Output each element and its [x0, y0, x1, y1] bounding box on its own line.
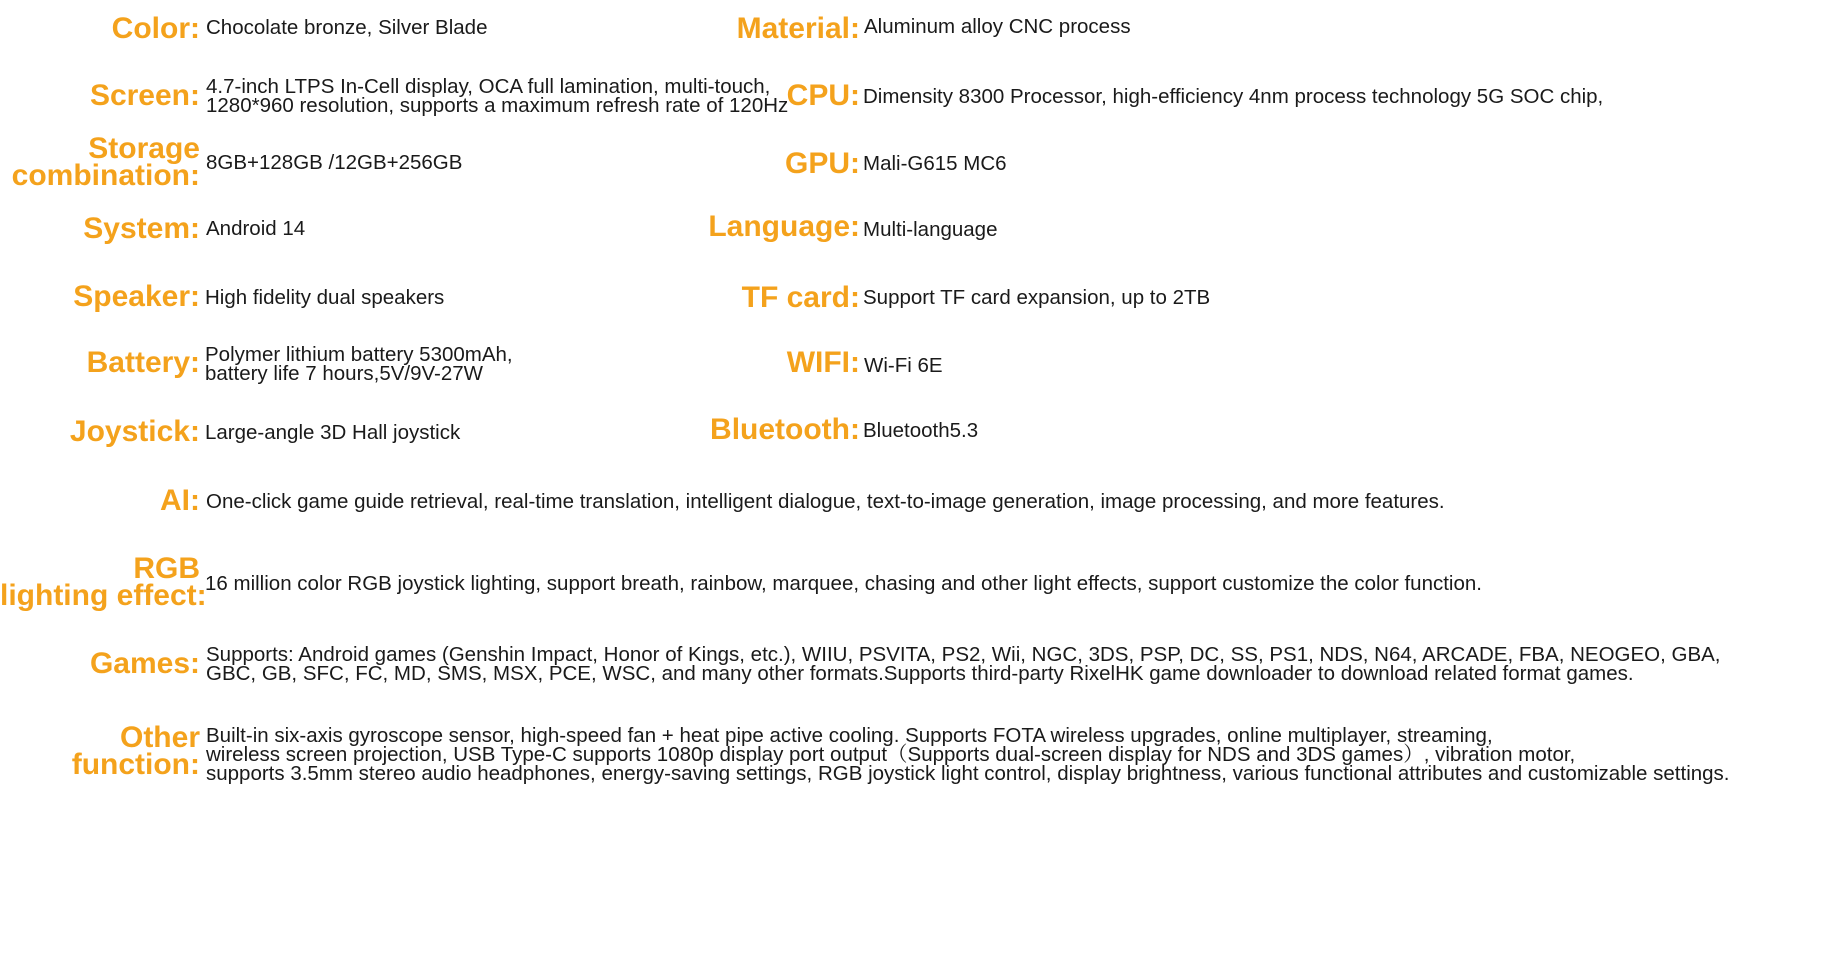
spec-cpu-label: CPU: [786, 79, 860, 112]
spec-other-function-value-line: supports 3.5mm stereo audio headphones, energy-saving settings, RGB joystick light control, display brightness, various functional attributes and customizable settings. [206, 762, 1730, 785]
spec-screen-value-line: 1280*960 resolution, supports a maximum refresh rate of 120Hz [206, 94, 789, 117]
spec-games-label: Games: [89, 647, 200, 680]
spec-cpu-value: Dimensity 8300 Processor, high-efficiency 4nm process technology 5G SOC chip, [863, 85, 1604, 108]
spec-ai-value: One-click game guide retrieval, real-time translation, intelligent dialogue, text-to-image generation, image processing, and more features. [206, 490, 1445, 513]
spec-bluetooth-label: Bluetooth: [710, 413, 860, 446]
spec-speaker-value: High fidelity dual speakers [205, 286, 445, 309]
spec-battery-value-line: Polymer lithium battery 5300mAh, [205, 343, 513, 366]
spec-tf-card-label: TF card: [741, 281, 860, 314]
spec-storage-value: 8GB+128GB /12GB+256GB [206, 151, 463, 174]
spec-color-value: Chocolate bronze, Silver Blade [206, 16, 488, 39]
spec-screen-label: Screen: [89, 79, 200, 112]
spec-storage-label-line: combination: [11, 159, 200, 192]
spec-battery-label: Battery: [86, 346, 200, 379]
spec-screen-value-line: 4.7-inch LTPS In-Cell display, OCA full lamination, multi-touch, [206, 75, 771, 98]
spec-tf-card-value: Support TF card expansion, up to 2TB [863, 286, 1211, 309]
spec-games-value [206, 645, 1721, 683]
spec-color-label: Color: [111, 12, 200, 45]
spec-gpu-label: GPU: [785, 147, 860, 180]
spec-other-function-value-line: wireless screen projection, USB Type-C supports 1080p display port output（Supports dual-screen display for NDS and 3DS games）, vibration motor, [206, 743, 1576, 766]
spec-wifi-value: Wi-Fi 6E [864, 354, 943, 377]
spec-other-function-label [0, 721, 200, 781]
spec-language-label: Language: [708, 210, 860, 243]
spec-other-function-value-line: Built-in six-axis gyroscope sensor, high-speed fan + heat pipe active cooling. Supports FOTA wireless upgrades, online multiplayer, streaming, [206, 724, 1493, 747]
spec-system-value: Android 14 [206, 217, 306, 240]
spec-rgb-value: 16 million color RGB joystick lighting, support breath, rainbow, marquee, chasing and other light effects, support customize the color function. [205, 572, 1482, 595]
spec-rgb-label [0, 552, 207, 612]
spec-storage-label-line: Storage [88, 132, 200, 165]
spec-system-label: System: [83, 212, 200, 245]
spec-games-value-line: GBC, GB, SFC, FC, MD, SMS, MSX, PCE, WSC, and many other formats.Supports third-party RixelHK game downloader to download related format games. [206, 662, 1634, 685]
spec-language-value: Multi-language [863, 218, 998, 241]
spec-gpu-value: Mali-G615 MC6 [863, 152, 1007, 175]
spec-joystick-value: Large-angle 3D Hall joystick [205, 421, 461, 444]
spec-wifi-label: WIFI: [786, 346, 860, 379]
spec-ai-label: AI: [160, 484, 200, 517]
spec-material-label: Material: [736, 12, 860, 45]
spec-other-function-value [206, 726, 1730, 783]
spec-bluetooth-value: Bluetooth5.3 [863, 419, 979, 442]
spec-games-value-line: Supports: Android games (Genshin Impact, Honor of Kings, etc.), WIIU, PSVITA, PS2, Wii, NGC, 3DS, PSP, DC, SS, PS1, NDS, N64, ARCADE, FBA, NEOGEO, GBA, [206, 643, 1721, 666]
spec-speaker-label: Speaker: [73, 280, 200, 313]
spec-battery-value-line: battery life 7 hours,5V/9V-27W [205, 362, 484, 385]
spec-other-function-label-line: Other [119, 721, 200, 754]
spec-joystick-label: Joystick: [69, 415, 200, 448]
spec-material-value: Aluminum alloy CNC process [864, 15, 1131, 38]
spec-rgb-label-line: lighting effect: [0, 579, 207, 612]
spec-rgb-label-line: RGB [133, 552, 200, 585]
spec-other-function-label-line: function: [71, 748, 200, 781]
